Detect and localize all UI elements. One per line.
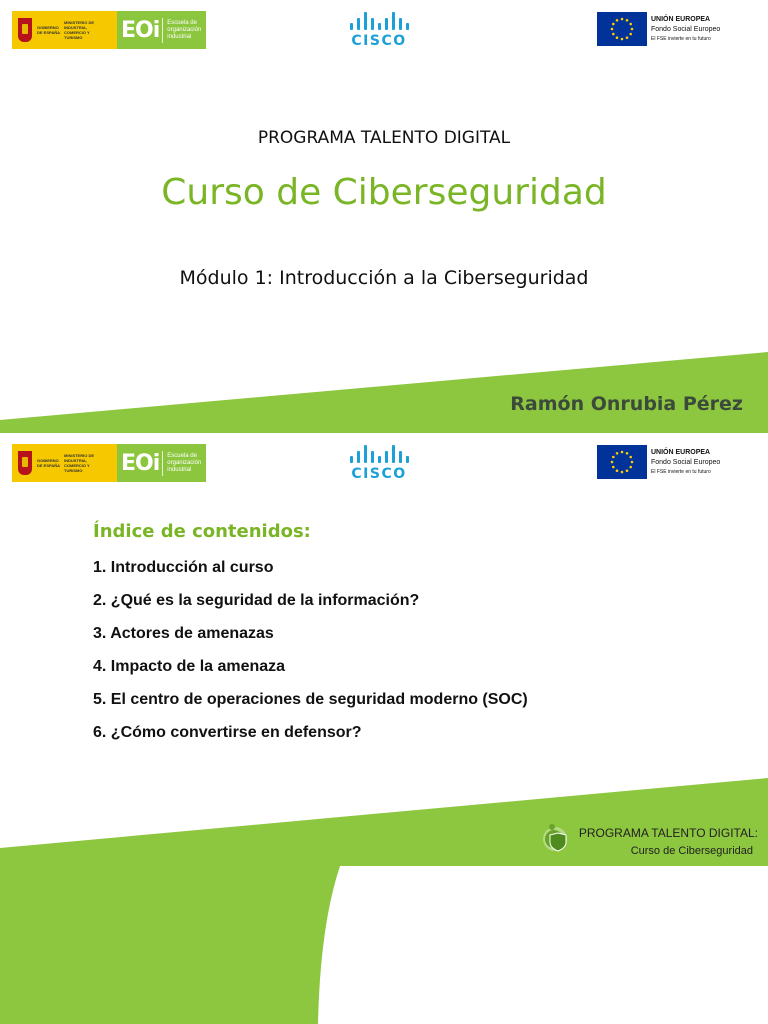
index-item: 2. ¿Qué es la seguridad de la información? — [93, 592, 420, 609]
module-title: Módulo 1: Introducción a la Ciberseguridad — [179, 267, 589, 289]
cisco-logo — [340, 10, 418, 52]
eoi-logo — [117, 11, 206, 49]
index-list — [93, 559, 528, 757]
eu-title: UNIÓN EUROPEA — [651, 16, 711, 23]
ministry-text: MINISTERIO DE INDUSTRIA, COMERCIO Y TURISMO — [64, 20, 95, 40]
eu-tagline: El FSE invierte en tu futuro — [651, 469, 711, 475]
eu-tagline: El FSE invierte en tu futuro — [651, 36, 711, 42]
eu-flag-icon — [597, 12, 647, 46]
slide-partial — [0, 866, 768, 1024]
government-text: GOBIERNO DE ESPAÑA — [37, 25, 61, 35]
coat-of-arms-icon — [16, 16, 34, 44]
index-heading: Índice de contenidos: — [93, 521, 311, 542]
program-title: PROGRAMA TALENTO DIGITAL — [257, 128, 511, 148]
cisco-wordmark: CISCO — [351, 466, 407, 482]
government-logo — [12, 444, 117, 482]
author-name: Ramón Onrubia Pérez — [510, 393, 743, 415]
cisco-logo — [340, 443, 418, 485]
index-item: 5. El centro de operaciones de seguridad moderno (SOC) — [93, 691, 528, 708]
eu-fund: Fondo Social Europeo — [651, 459, 721, 466]
cisco-bars-icon — [340, 443, 418, 463]
eu-flag-icon — [597, 445, 647, 479]
eoi-subtitle: Escuela de organización industrial — [167, 19, 202, 40]
cisco-bars-icon — [340, 10, 418, 30]
eoi-letters: EOi — [121, 451, 163, 476]
ministry-text: MINISTERIO DE INDUSTRIA, COMERCIO Y TURISMO — [64, 453, 95, 473]
government-text: GOBIERNO DE ESPAÑA — [37, 458, 61, 468]
slide-title — [0, 0, 768, 433]
government-eoi-logo — [12, 11, 206, 49]
eu-logo — [597, 444, 757, 480]
eoi-logo — [117, 444, 206, 482]
eoi-letters: EOi — [121, 18, 163, 43]
cisco-wordmark: CISCO — [351, 33, 407, 49]
index-item: 3. Actores de amenazas — [93, 625, 274, 642]
green-background-shape — [0, 866, 768, 1024]
eu-text-block — [651, 15, 720, 43]
footer-course: Curso de Ciberseguridad — [630, 845, 753, 857]
government-logo — [12, 11, 117, 49]
eoi-subtitle: Escuela de organización industrial — [167, 452, 202, 473]
index-item: 6. ¿Cómo convertirse en defensor? — [93, 724, 362, 741]
index-item: 1. Introducción al curso — [93, 559, 274, 576]
course-title: Curso de Ciberseguridad — [161, 172, 607, 213]
eu-title: UNIÓN EUROPEA — [651, 449, 711, 456]
eu-fund: Fondo Social Europeo — [651, 26, 721, 33]
coat-of-arms-icon — [16, 449, 34, 477]
government-eoi-logo — [12, 444, 206, 482]
footer-program: PROGRAMA TALENTO DIGITAL: — [578, 826, 758, 840]
eu-text-block — [651, 448, 720, 476]
cyber-shield-icon — [540, 821, 570, 853]
slide-index — [0, 433, 768, 866]
eu-logo — [597, 11, 757, 47]
index-item: 4. Impacto de la amenaza — [93, 658, 286, 675]
